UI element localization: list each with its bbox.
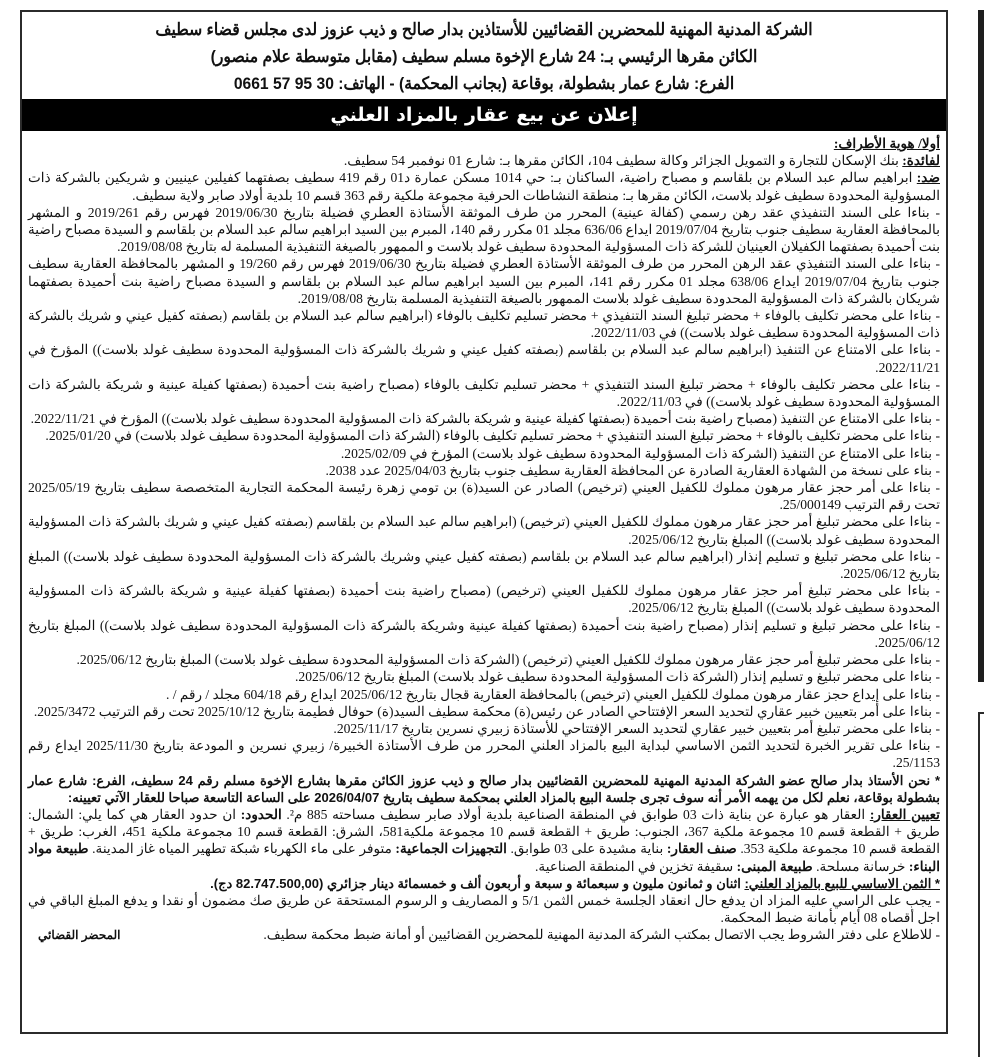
beneficiary-label: لفائدة: xyxy=(902,153,940,169)
property-type-label: صنف العقار: xyxy=(666,841,737,857)
recital-item: - بناءا على محضر تبليغ و تسليم إنذار (ابراهيم سالم عبد السلام بن بلقاسم (بصفته كفيل عيني وشريك بالشركة ذات المسؤولية المحدودة سطيف غولد بلاست)) المبلغ بتاريخ 2025/06/12. xyxy=(28,548,940,582)
base-price xyxy=(28,875,940,892)
base-price-text: اثنان و ثمانون مليون و سبعمائة و سبعة و أربعون ألف و خمسمائة دينار جزائري (82.747.500,00 دج). xyxy=(210,875,745,891)
beneficiary-paragraph xyxy=(28,152,940,169)
parties-section-title: أولا/ هوية الأطراف: xyxy=(833,136,940,151)
recital-item: - بناءا على إيداع حجز عقار مرهون مملوك للكفيل العيني (ترخيص) بالمحافظة العقارية قجال بتاريخ 2025/06/12 ايداع رقم 604/18 مجلد / رقم / . xyxy=(165,686,940,702)
against-label: ضد: xyxy=(916,170,940,186)
recital-item: - بناءا على محضر تبليغ أمر حجز عقار مرهون مملوك للكفيل العيني (ترخيص) (ابراهيم سالم عبد السلام بن بلقاسم (بصفته كفيل عيني و شريك بالشركة ذات المسؤولية المحدودة سطيف غولد بلاست)) المبلغ بتاريخ 2025/06/12. xyxy=(28,514,940,547)
designation-label: تعيين العقار: xyxy=(869,806,940,822)
recital-item: - بناءا على تقرير الخبرة لتحديد الثمن الاساسي لبداية البيع بالمزاد العلني المحرر من طرف الأستاذة الخبيرة/ زبيري نسرين و المودعة بتاريخ 2025/11/30 ايداع رقم 25/1153. xyxy=(28,738,940,771)
recital-item: - بناءا على أمر حجز عقار مرهون مملوك للكفيل العيني (ترخيص) الصادر عن السيد(ة) بن تومي زهرة رئيسة المحكمة التجارية المتخصصة سطيف بتاريخ 2025/05/19 تحت رقم الترتيب 25/000149. xyxy=(28,480,940,513)
property-type-text: بناية مشيدة على 03 طوابق. xyxy=(506,841,667,857)
recital-item: - بناءا على محضر تبليغ أمر حجز عقار مرهون مملوك للكفيل العيني (ترخيص) (مصباح راضية بنت أحميدة (بصفتها كفيلة عينية و شريكة بالشركة ذات المسؤولية المحدودة سطيف غولد بلاست)) المبلغ بتاريخ 2025/06/12. xyxy=(28,583,940,616)
announcement-title-banner xyxy=(22,99,946,131)
building-label: طبيعة المبنى: xyxy=(736,858,813,874)
materials-label: طبيعة مواد البناء: xyxy=(28,841,940,874)
condition-item: - يجب على الراسي عليه المزاد ان يدفع حال انعقاد الجلسة خمس الثمن 5/1 و المصاريف و الرسوم المستحقة عن طريق صك مضمون أو نقدا و يدفع المبلغ الباقي في اجل أقصاه 08 أيام بأمانة ضبط المحكمة. xyxy=(28,892,940,926)
recital-item: - بناءا على محضر تبليغ و تسليم إنذار (مصباح راضية بنت أحميدة (بصفتها كفيلة عينية وشريكة بالشركة ذات المسؤولية المحدودة سطيف غولد بلاست)) المبلغ بتاريخ 2025/06/12. xyxy=(28,617,940,650)
materials-text: خرسانة مسلحة. xyxy=(812,858,909,874)
company-name: الشركة المدنية المهنية للمحضرين القضائيين للأستاذين بدار صالح و ذيب عزوز لدى مجلس قضاء سطيف xyxy=(155,20,813,39)
recital-item: - بناءا على محضر تكليف بالوفاء + محضر تبليغ السند التنفيذي + محضر تسليم تكليف بالوفاء (ابراهيم سالم عبد السلام بن بلقاسم (بصفته كفيل عيني و شريك بالشركة ذات المسؤولية المحدودة سطيف غولد بلاست)) في 2022/11/03. xyxy=(28,308,940,341)
against-paragraph xyxy=(28,169,940,203)
recital-item: - بناءا على محضر تبليغ أمر حجز عقار مرهون مملوك للكفيل العيني (ترخيص) (الشركة ذات المسؤولية المحدودة سطيف غولد بلاست) المبلغ بتاريخ 2025/06/12. xyxy=(76,652,940,668)
recital-item: - بناء على نسخة من الشهادة العقارية الصادرة عن المحافظة العقارية سطيف جنوب بتاريخ 2025/04/03 عدد 2038. xyxy=(325,462,940,478)
recital-item: - بناءا على أمر بتعيين خبير عقاري لتحديد السعر الإفتتاحي الصادر عن رئيس(ة) محكمة سطيف السيد(ة) حوفال فطيمة بتاريخ 2025/10/12 تحت رقم الترتيب 2025/3472. xyxy=(33,703,940,719)
recital-item: - بناءا على محضر تبليغ و تسليم إنذار (الشركة ذات المسؤولية المحدودة سطيف غولد بلاست) المبلغ بتاريخ 2025/06/12. xyxy=(295,669,940,685)
recital-item: - بناءا على محضر تكليف بالوفاء + محضر تبليغ السند التنفيذي + محضر تسليم تكليف بالوفاء (الشركة ذات المسؤولية المحدودة سطيف غولد بلاست) في 2025/01/20. xyxy=(45,428,940,444)
property-description xyxy=(28,806,940,875)
condition-item: - للاطلاع على دفتر الشروط يجب الاتصال بمكتب الشركة المدنية المهنية للمحضرين القضائيين أو أمانة ضبط محكمة سطيف. xyxy=(263,927,940,943)
against-text: ابراهيم سالم عبد السلام بن بلقاسم و مصباح راضية، الساكنان بـ: حي 1014 مسكن عمارة د01 رقم 419 سطيف بصفتهما كفيلين عينيين و شريكين بالشركة ذات المسؤولية المحدودة سطيف غولد بلاست، الكائن مقرها بـ: منطقة النشاطات الحرفية مجموعة ملكية رقم 363 قسم 10 بلدية أولاد صابر ولاية سطيف. xyxy=(28,170,940,203)
recital-item: - بناءا على محضر تكليف بالوفاء + محضر تبليغ السند التنفيذي + محضر تسليم تكليف بالوفاء (مصباح راضية بنت أحميدة (بصفتها كفيلة عينية و شريكة بالشركة ذات المسؤولية المحدودة سطيف غولد بلاست)) في 2022/11/03. xyxy=(28,376,940,410)
recital-item: - بناءا على الامتناع عن التنفيذ (ابراهيم سالم عبد السلام بن بلقاسم (بصفته كفيل عيني و شريك بالشركة ذات المسؤولية المحدودة سطيف غولد بلاست)) المؤرخ في 2022/11/21. xyxy=(28,342,940,375)
adjacent-box-edge xyxy=(978,712,984,1057)
bounds-label: الحدود: xyxy=(240,806,282,822)
recital-item: - بناءا على السند التنفيذي عقد الرهن المحرر من طرف الموثقة الأستاذة العطري فضيلة بتاريخ 2019/06/30 فهرس رقم 19/260 و المشهر بالمحافظة العقارية سطيف جنوب بتاريخ 2019/07/04 ايداع 638/06 مجلد 01 مكرر رقم 141، المبرم بين السيد ابراهيم سالم عبد السلام بن بلقاسم و السيدة مصباح راضية بنت أحميدة بصفتهما شريكان بالشركة ذات المسؤولية المحدودة سطيف غولد بلاست الممهور بالصيغة التنفيذية المسلمة بتاريخ 2019/08/08. xyxy=(28,256,941,306)
utilities-label: التجهيزات الجماعية: xyxy=(395,841,507,857)
recital-item: - بناءا على السند التنفيذي عقد رهن رسمي (كفالة عينية) المحرر من طرف الموثقة الأستاذة العطري فضيلة بتاريخ 2019/06/30 فهرس رقم 2019/261 و المشهر بالمحافظة العقارية سطيف جنوب بتاريخ 2019/07/04 ايداع 636/06 مجلد 01 مكرر رقم 140، المبرم بين السيد ابراهيم سالم عبد السلام بن بلقاسم و السيدة مصباح راضية بنت أحميدة بصفتهما الكفيلان العينيان للشركة ذات المسؤولية المحدودة سطيف غولد بلاست و الممهور بالصيغة التنفيذية المسلمة له بتاريخ 2019/08/08. xyxy=(28,204,940,255)
auction-notice: * نحن الأستاذ بدار صالح عضو الشركة المدنية المهنية للمحضرين القضائيين بدار صالح و ذيب عزوز الكائن مقرها بشارع الإخوة مسلم رقم 24 سطيف، الفرع: شارع عمار بشطولة بوقاعة، نعلم لكل من يهمه الأمر أنه سوف تجرى جلسة البيع بالمزاد العلني بمحكمة سطيف بتاريخ 2026/04/07 على الساعة التاسعة صباحا للعقار الآتي تعيينه: xyxy=(28,772,940,805)
section-parties xyxy=(28,135,940,152)
company-header xyxy=(22,12,946,99)
bounds-text: ان حدود العقار هي كما يلي: الشمال: طريق + القطعة قسم 10 مجموعة ملكية 367، الجنوب: طريق + القطعة قسم 10 مجموعة ملكية581، الشرق: القطعة قسم 10 مجموعة ملكية 451، الغرب: طريق + القطعة قسم 10 مجموعة ملكية 353. xyxy=(28,806,941,857)
beneficiary-text: بنك الإسكان للتجارة و التمويل الجزائر وكالة سطيف 104، الكائن مقرها بـ: شارع 01 نوفمبر 54 سطيف. xyxy=(343,153,903,169)
designation-text: العقار هو عبارة عن بناية ذات 03 طوابق في المنطقة الصناعية بلدية أولاد صابر سطيف مساحته 885 م². xyxy=(281,806,870,822)
closing-row xyxy=(28,926,940,944)
announcement-body xyxy=(22,131,946,945)
recital-item: - بناءا على الامتناع عن التنفيذ (الشركة ذات المسؤولية المحدودة سطيف غولد بلاست) المؤرخ في 2025/02/09. xyxy=(340,445,940,461)
announcement-document xyxy=(20,10,948,1034)
utilities-text: متوفر على ماء الكهرباء شبكة تطهير المياه غاز المدينة. xyxy=(88,841,396,857)
building-text: سقيفة تخزين في المنطقة الصناعية. xyxy=(535,858,737,874)
recital-item: - بناءا على محضر تبليغ أمر بتعيين خبير عقاري لتحديد السعر الإفتتاحي للأستاذة زبيري نسرين بتاريخ 2025/11/17. xyxy=(333,720,940,736)
adjacent-column-edge xyxy=(978,10,984,682)
recital-item: - بناءا على الامتناع عن التنفيذ (مصباح راضية بنت أحميدة (بصفتها كفيلة عينية و شريكة بالشركة ذات المسؤولية المحدودة سطيف غولد بلاست)) المؤرخ في 2022/11/21. xyxy=(30,411,940,427)
bailiff-signature: المحضر القضائي xyxy=(38,928,121,943)
base-price-label: * الثمن الاساسي للبيع بالمزاد العلني: xyxy=(744,875,940,891)
announcement-title: إعلان عن بيع عقار بالمزاد العلني xyxy=(330,104,638,126)
main-office-address: الكائن مقرها الرئيسي بـ: 24 شارع الإخوة مسلم سطيف (مقابل متوسطة علام منصور) xyxy=(210,47,758,66)
branch-address-phone: الفرع: شارع عمار بشطولة، بوقاعة (بجانب المحكمة) - الهاتف: 30 95 57 0661 xyxy=(233,74,735,93)
